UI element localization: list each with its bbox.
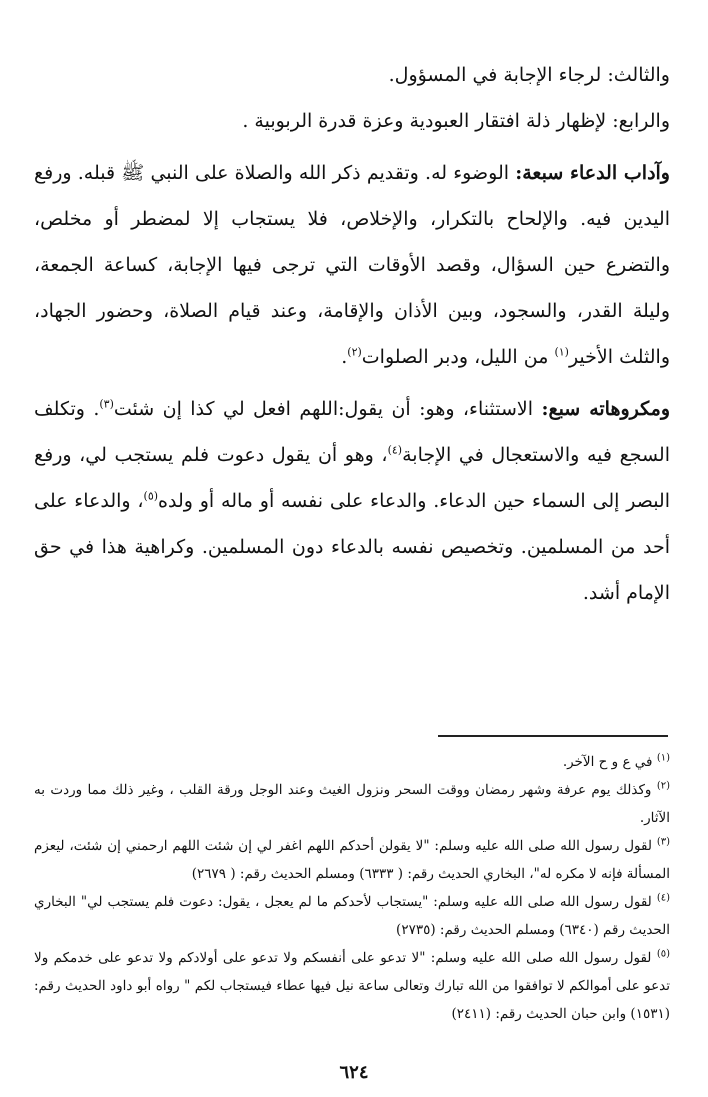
disliked-heading: ومكروهاته سبع:: [541, 398, 670, 420]
footnote-1: $^{(١)}$ في ع و ح الآخر.: [562, 752, 670, 770]
footnote-ref-3: (٣): [99, 397, 114, 411]
page-number: ٦٢٤: [339, 1062, 369, 1083]
footnote-separator: [438, 735, 668, 737]
etiquettes-heading: وآداب الدعاء سبعة:: [515, 162, 670, 184]
footnotes: [34, 748, 670, 1028]
paragraph-etiquettes: وآداب الدعاء سبعة: الوضوء له. وتقديم ذكر الله والصلاة على النبي ﷺ قبله. ورفع اليدين فيه. والإلحاح بالتكرار، والإخلاص، فلا يستجاب إلا لمضطر أو مخلص، والتضرع حين السؤال، وقصد الأوقات التي ترجى فيها الإجابة، كساعة الجمعة، وليلة القدر، والسجود، وبين الأذان والإقامة، وعند قيام الصلاة، وحضور الجهاد، والثلث الأخير$^{(١)}$ من الليل، ودبر الصلوات$^{(٢)}$.: [34, 162, 671, 368]
footnote-ref-2: (٢): [347, 345, 362, 359]
paragraph-disliked: ومكروهاته سبع: الاستثناء، وهو: أن يقول:اللهم افعل لي كذا إن شئت$^{(٣)}$. وتكلف السجع فيه والاستعجال في الإجابة$^{(٤)}$، وهو أن يقول دعوت فلم يستجب لي، ورفع البصر إلى السماء حين الدعاء. والدعاء على نفسه أو ماله أو ولده$^{(٥)}$، والدعاء على أحد من المسلمين. وتخصيص نفسه بالدعاء دون المسلمين. وكراهية هذا في حق الإمام أشد.: [34, 397, 670, 604]
footnote-ref-1: (١): [554, 345, 569, 359]
footnote-ref-4: (٤): [387, 443, 403, 457]
footnote-5: $^{(٥)}$ لقول رسول الله صلى الله عليه وسلم: "لا تدعو على أنفسكم ولا تدعو على أولادكم ولا تدعو على خدمكم ولا تدعو على أموالكم لا توافقوا من الله تبارك وتعالى ساعة نيل فيها عطاء فيستجاب لكم " رواه أبو داود الحديث رقم: (١٥٣١) وابن حبان الحديث رقم: (٢٤١١): [34, 948, 670, 1022]
footnote-3: $^{(٣)}$ لقول رسول الله صلى الله عليه وسلم: "لا يقولن أحدكم اللهم اغفر لي إن شئت اللهم ارحمني إن شئت، ليعزم المسألة فإنه لا مكره له"، البخاري الحديث رقم: ( ٦٣٣٣) ومسلم الحديث رقم: ( ٢٦٧٩): [34, 836, 670, 882]
main-text: [34, 52, 670, 616]
footnote-4: $^{(٤)}$ لقول رسول الله صلى الله عليه وسلم: "يستجاب لأحدكم ما لم يعجل ، يقول: دعوت فلم يستجب لي" البخاري الحديث رقم (٦٣٤٠) ومسلم الحديث رقم: (٢٧٣٥): [34, 892, 670, 938]
paragraph-fourth-reason: والرابع: لإظهار ذلة افتقار العبودية وعزة قدرة الربوبية .: [242, 110, 670, 132]
footnote-ref-5: (٥): [143, 489, 159, 503]
paragraph-third-reason: والثالث: لرجاء الإجابة في المسؤول.: [388, 64, 670, 86]
footnote-2: $^{(٢)}$ وكذلك يوم عرفة وشهر رمضان ووقت السحر ونزول الغيث وعند الوجل ورقة القلب ، وغير ذلك مما وردت به الآثار.: [34, 780, 670, 826]
